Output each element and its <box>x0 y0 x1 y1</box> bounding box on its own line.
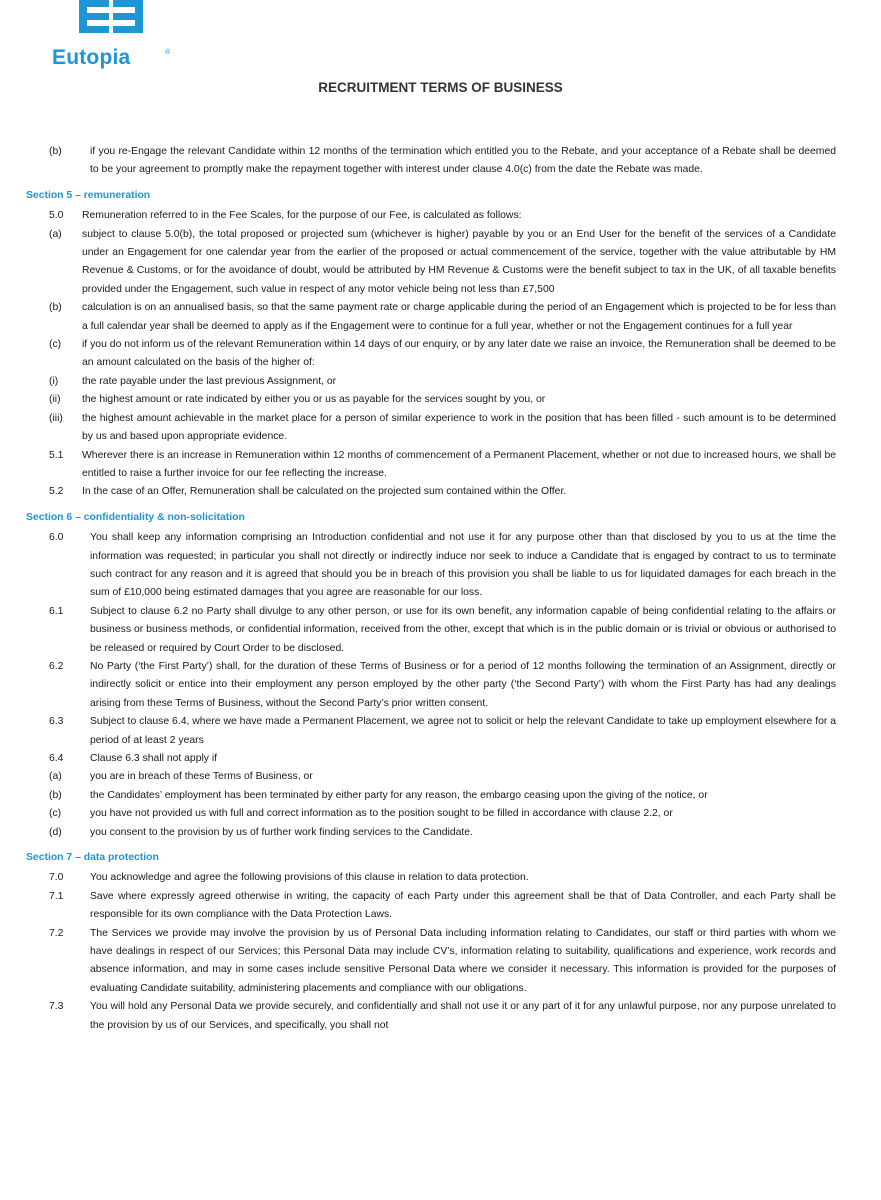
clause-number: (b) <box>49 789 62 801</box>
clause-row <box>26 373 836 391</box>
clause-number: 5.0 <box>49 210 64 222</box>
clause-row <box>26 299 836 336</box>
clause-row <box>26 805 836 823</box>
clause-number: 7.3 <box>49 1001 64 1013</box>
section-heading: Section 5 – remuneration <box>26 189 151 201</box>
section-5-clauses <box>26 207 836 502</box>
eutopia-logo-icon <box>79 0 145 44</box>
clause-row <box>26 143 836 180</box>
clause-number: 6.1 <box>49 605 64 617</box>
clause-text: the rate payable under the last previous Assignment, or <box>82 375 337 387</box>
clause-text: You acknowledge and agree the following provisions of this clause in relation to data protection. <box>90 872 529 884</box>
section-heading: Section 7 – data protection <box>26 852 159 864</box>
clause-row <box>26 713 836 750</box>
company-logo <box>52 0 172 72</box>
clause-number: 7.2 <box>49 927 64 939</box>
clause-text: Clause 6.3 shall not apply if <box>90 753 218 764</box>
document-title: RECRUITMENT TERMS OF BUSINESS <box>318 80 563 95</box>
clause-number: (a) <box>49 771 62 783</box>
section-6-clauses <box>26 529 836 842</box>
clause-number: 5.1 <box>49 449 64 461</box>
clause-text: if you re-Engage the relevant Candidate within 12 months of the termination which entitled you to the Rebate, and your acceptance of a Rebate shall be deemed to be your agreement to promptly make the repayment together with interest under clause 4.0(c) from the date the Rebate was made. <box>90 146 836 176</box>
clause-row <box>26 226 836 300</box>
clause-row <box>26 824 836 842</box>
clause-row <box>26 336 836 373</box>
clause-text: you consent to the provision by us of further work finding services to the Candidate. <box>90 826 473 838</box>
clause-number: 6.4 <box>49 753 64 764</box>
clause-text: You shall keep any information comprising an Introduction confidential and not use it for any purpose other than that disclosed by you to us at the time the information was requested; in particular you shall not directly or indirectly induce nor seek to induce a Candidate that is engaged by contract to us to terminate such contract for any reason and it is agreed that should you be in breach of this provision you shall be liable to us for liquidated damages for each breach in the sum of £10,000 being estimated damages that you agree are reasonable for our loss. <box>90 532 836 599</box>
clause-row <box>26 447 836 484</box>
section-heading: Section 6 – confidentiality & non-solicitation <box>26 511 245 523</box>
clause-text: subject to clause 5.0(b), the total proposed or projected sum (whichever is higher) payable by you or an End User for the benefit of the services of a Candidate under an Engagement for one calendar year from the earlier of the proposed or actual commencement of the service, together with the value attributable by HM Revenue & Customs, or for the avoidance of doubt, would be attributed by HM Revenue & Customs were the benefit subject to tax in the UK, of all taxable benefits provided under the Engagement, such value in respect of any motor vehicle being not less than £7,500 <box>82 228 836 295</box>
clause-row <box>26 750 836 768</box>
clause-row <box>26 998 836 1035</box>
document-body <box>26 143 836 1035</box>
clause-text: you have not provided us with full and correct information as to the position sought to be filled in accordance with clause 2.2, or <box>90 808 673 820</box>
clause-row <box>26 869 836 887</box>
clause-number: (ii) <box>49 394 61 406</box>
clause-row <box>26 391 836 409</box>
clause-number: 7.1 <box>49 890 64 902</box>
clause-text: Remuneration referred to in the Fee Scales, for the purpose of our Fee, is calculated as follows: <box>82 210 522 222</box>
clause-row <box>26 483 836 501</box>
clause-number: (b) <box>49 302 62 314</box>
clause-number: (iii) <box>49 412 63 424</box>
clause-number: (d) <box>49 826 62 838</box>
clause-number: (c) <box>49 339 62 351</box>
clause-text: Save where expressly agreed otherwise in writing, the capacity of each Party under this agreement shall be that of Data Controller, and each Party shall be responsible for its own compliance with the Data Protection Laws. <box>90 890 836 921</box>
clause-text: You will hold any Personal Data we provide securely, and confidentially and shall not use it or any part of it for any unlawful purpose, nor any purpose unrelated to the provision by us of our Services, and specifically, you shall not <box>90 1001 836 1031</box>
clause-number: 5.2 <box>49 486 64 498</box>
clause-number: (a) <box>49 228 62 240</box>
clause-row <box>26 888 836 925</box>
clause-number: 6.2 <box>49 660 64 672</box>
logo-text: Eutopia <box>52 46 131 69</box>
clause-text: the Candidates’ employment has been terminated by either party for any reason, the embargo ceasing upon the giving of the notice, or <box>90 789 708 801</box>
clause-text: calculation is on an annualised basis, so that the same payment rate or charge applicable during the period of an Engagement which is projected to be for less than a full calendar year shall be deemed to apply as if the Engagement were to continue for a full year, whether or not the Engagement continues for a full year <box>82 302 836 332</box>
clause-row <box>26 603 836 658</box>
clause-number: 7.0 <box>49 872 64 884</box>
clause-number: (c) <box>49 808 62 820</box>
clause-text: Subject to clause 6.2 no Party shall divulge to any other person, or use for its own benefit, any information capable of being confidential relating to the affairs or business or business methods, or confidential information, received from the other, except that which is in the public domain or is trivial or obvious or authorised to be released or required by Court Order to be disclosed. <box>90 605 836 654</box>
clause-row <box>26 787 836 805</box>
clause-row <box>26 410 836 447</box>
clause-text: the highest amount achievable in the market place for a person of similar experience to work in the position that has been filled - such amount is to be determined by us and based upon appropriate evidence. <box>82 412 836 443</box>
clause-text: In the case of an Offer, Remuneration shall be calculated on the projected sum contained within the Offer. <box>82 486 567 498</box>
clause-text: No Party (‘the First Party’) shall, for the duration of these Terms of Business or for a period of 12 months following the termination of an Assignment, directly or indirectly solicit or entice into their employment any person employed by the other party (‘the Second Party’) with whom the First Party has had any dealings arising from these Terms of Business, without the Second Party’s prior written consent. <box>90 660 836 709</box>
clause-text: if you do not inform us of the relevant Remuneration within 14 days of our enquiry, or by any later date we raise an invoice, the Remuneration shall be deemed to be an amount calculated on the basis of the higher of: <box>82 339 836 369</box>
clause-number: (i) <box>49 375 59 387</box>
clause-text: the highest amount or rate indicated by either you or us as payable for the services sought by you, or <box>82 394 546 406</box>
clause-row <box>26 529 836 603</box>
clause-row <box>26 207 836 225</box>
clause-text: Subject to clause 6.4, where we have made a Permanent Placement, we agree not to solicit or help the relevant Candidate to take up employment elsewhere for a period of at least 2 years <box>90 716 836 746</box>
clause-row <box>26 925 836 999</box>
clause-number: (b) <box>49 146 62 157</box>
clause-row <box>26 768 836 786</box>
section-7-clauses <box>26 869 836 1035</box>
clause-text: you are in breach of these Terms of Business, or <box>90 771 313 783</box>
clause-number: 6.0 <box>49 532 64 544</box>
clause-number: 6.3 <box>49 716 64 728</box>
clause-row <box>26 658 836 713</box>
registered-mark: ® <box>165 49 171 56</box>
clause-text: The Services we provide may involve the provision by us of Personal Data including information relating to Candidates, our staff or third parties with whom we have dealings in respect of our Services; this Personal Data may include CV’s, information relating to suitability, qualifications and experience, work records and absence information, and may in some cases include sensitive Personal Data where we consider it necessary. This information is provided for the purposes of evaluating Candidate suitability, administering placements and compliance with our obligations. <box>90 927 836 994</box>
clause-text: Wherever there is an increase in Remuneration within 12 months of commencement of a Permanent Placement, whether or not due to increased hours, we shall be entitled to raise a further invoice for our fee reflecting the increase. <box>82 449 836 479</box>
